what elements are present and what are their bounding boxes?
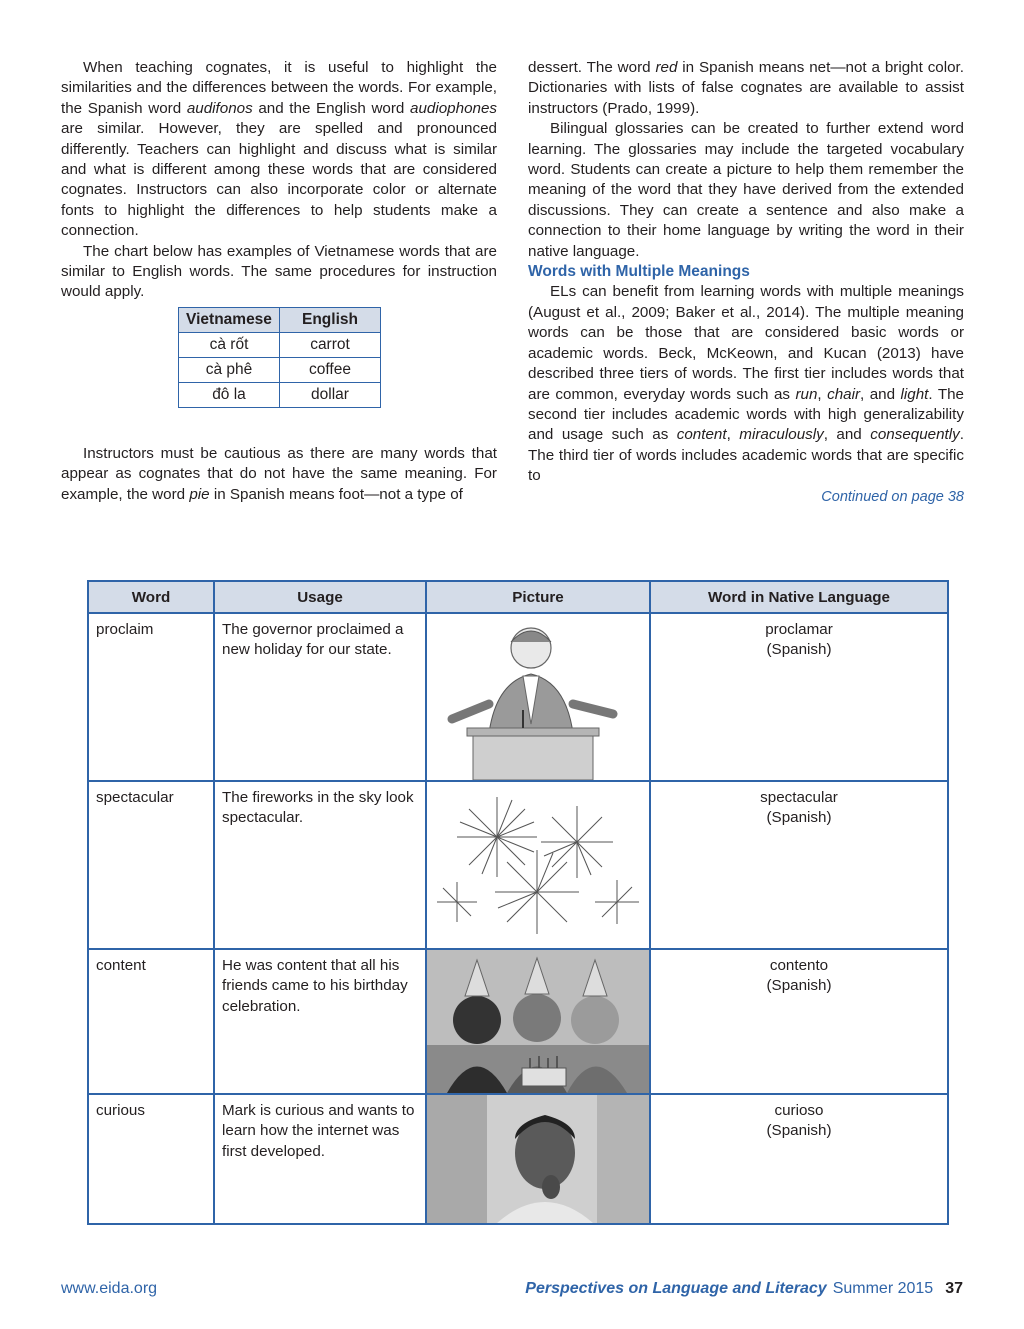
journal-title: Perspectives on Language and Literacy: [525, 1280, 827, 1297]
birthday-party-photo: [427, 950, 649, 1093]
left-column-lower: [61, 444, 497, 505]
table-header: Word in Native Language: [650, 581, 948, 613]
table-header: Word: [88, 581, 214, 613]
table-row: [88, 613, 948, 781]
usage-cell: The fireworks in the sky look spectacular.: [214, 781, 426, 949]
usage-cell: Mark is curious and wants to learn how the internet was first developed.: [214, 1094, 426, 1224]
table-cell: đô la: [179, 383, 280, 408]
table-header: English: [280, 308, 381, 333]
table-header: Picture: [426, 581, 650, 613]
native-cell: [650, 1094, 948, 1224]
native-word: spectacular: [760, 789, 838, 806]
word-cell: content: [88, 949, 214, 1094]
word-cell: proclaim: [88, 613, 214, 781]
native-language: (Spanish): [766, 809, 832, 827]
paragraph: When teaching cognates, it is useful to highlight the similarities and the differences between the words. For example, the Spanish word audifonos and the English word audiophones are similar. However, they are spelled and pronounced differently. Teachers can highlight and discuss what is similar and what is different among these words that are considered cognates. Instructors can also incorporate color or alternate fonts to highlight the differences to help students make a connection.: [61, 59, 498, 240]
table-cell: carrot: [280, 333, 381, 358]
native-language: (Spanish): [766, 977, 832, 995]
paragraph: dessert. The word red in Spanish means net—not a bright color. Dictionaries with lists of false cognates are available to assist instructors (Prado, 1999).: [528, 59, 964, 117]
curious-boy-photo: [427, 1095, 649, 1223]
native-language: (Spanish): [766, 641, 832, 659]
governor-speech-illustration: [427, 614, 649, 780]
right-column: [528, 58, 964, 507]
paragraph: The chart below has examples of Vietnamese words that are similar to English words. The same procedures for instruction would apply.: [61, 242, 497, 301]
table-row: [88, 1094, 948, 1224]
native-word: contento: [769, 957, 829, 974]
paragraph: Bilingual glossaries can be created to further extend word learning. The glossaries may include the targeted vocabulary word. Students can create a picture to help them remember the meaning of the word that they have derived from the extended discussions. They can create a sentence and also make a connection to their home language by writing the word in their native language.: [528, 120, 964, 260]
continued-note: Continued on page 38: [821, 488, 964, 505]
vocabulary-table: [87, 580, 949, 1225]
table-cell: cà rốt: [179, 333, 280, 358]
word-cell: spectacular: [88, 781, 214, 949]
picture-cell: [426, 781, 650, 949]
left-column: [61, 58, 497, 303]
table-cell: dollar: [280, 383, 381, 408]
footer-url[interactable]: www.eida.org: [61, 1280, 158, 1297]
word-cell: curious: [88, 1094, 214, 1224]
native-cell: [650, 949, 948, 1094]
table-header: Vietnamese: [179, 308, 280, 333]
table-row: [179, 333, 381, 358]
vietnamese-cognate-table: [178, 307, 381, 408]
footer-publication: [525, 1280, 963, 1298]
fireworks-illustration: [427, 782, 649, 948]
table-row: [179, 383, 381, 408]
native-cell: [650, 781, 948, 949]
paragraph: Instructors must be cautious as there are many words that appear as cognates that do not have the same meaning. For example, the word pie in Spanish means foot—not a type of: [61, 445, 497, 503]
paragraph: ELs can benefit from learning words with multiple meanings (August et al., 2009; Baker et al., 2014). The multiple meaning words can be those that are considered basic words or academic words. Beck, McKeown, and Kucan (2013) have described three tiers of words. The first tier includes words that are common, everyday words such as run, chair, and light. The second tier includes academic words with high generalizability and usage such as content, miraculously, and consequently. The third tier of words includes academic words that are specific to: [528, 283, 964, 485]
section-heading: Words with Multiple Meanings: [528, 263, 750, 281]
usage-cell: He was content that all his friends came to his birthday celebration.: [214, 949, 426, 1094]
issue-season: Summer 2015: [832, 1280, 934, 1297]
picture-cell: [426, 949, 650, 1094]
table-row: [88, 949, 948, 1094]
picture-cell: [426, 613, 650, 781]
native-word: curioso: [774, 1102, 824, 1119]
usage-cell: The governor proclaimed a new holiday for our state.: [214, 613, 426, 781]
picture-cell: [426, 1094, 650, 1224]
page-number: 37: [945, 1280, 963, 1297]
native-word: proclamar: [765, 621, 833, 638]
table-header: Usage: [214, 581, 426, 613]
table-cell: coffee: [280, 358, 381, 383]
table-row: [179, 358, 381, 383]
native-cell: [650, 613, 948, 781]
table-row: [88, 781, 948, 949]
native-language: (Spanish): [766, 1122, 832, 1140]
table-cell: cà phê: [179, 358, 280, 383]
